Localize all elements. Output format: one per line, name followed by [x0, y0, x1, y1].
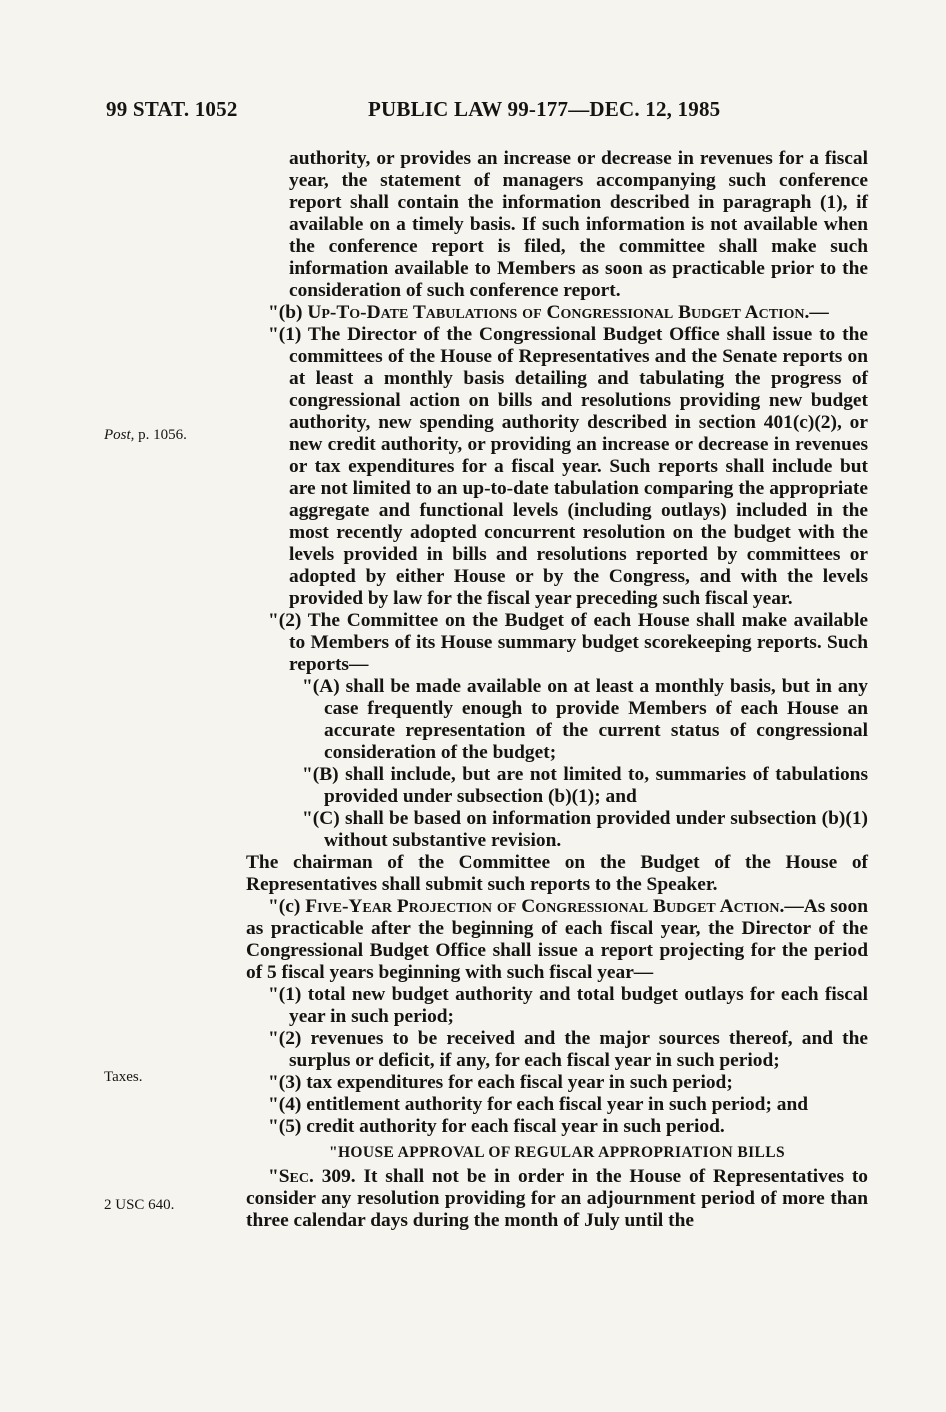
paragraph-b2B: "(B) shall include, but are not limited to, summaries of tabulations provided under subsection (b)(1); and	[302, 764, 868, 807]
subsection-c	[246, 896, 868, 984]
section-heading: "HOUSE APPROVAL OF REGULAR APPROPRIATION BILLS	[328, 1144, 786, 1161]
paragraph-b2A: "(A) shall be made available on at least a monthly basis, but in any case frequently enough to provide Members of each House an accurate representation of the current status of congressional consideration of the budget;	[302, 676, 868, 763]
section-309-prefix: "	[268, 1166, 279, 1187]
subsection-b-prefix: "(b)	[268, 302, 308, 323]
section-309	[246, 1166, 868, 1232]
margin-note-post-rest: p. 1056.	[134, 427, 187, 443]
paragraph-b1: "(1) The Director of the Congressional Budget Office shall issue to the committees of the House of Representatives and the Senate reports on at least a monthly basis detailing and tabulating the progress of congressional action on bills and resolutions providing new budget authority, new spending authority described in section 401(c)(2), or new credit authority, or providing an increase or decrease in revenues or tax expenditures for a fiscal year. Such reports shall include but are not limited to an up-to-date tabulation comparing the appropriate aggregate and functional levels (including outlays) included in the most recently adopted concurrent resolution on the budget with the levels provided in bills and resolutions reported by committees or adopted by either House or by the Congress, and with the levels provided by law for the fiscal year preceding such fiscal year.	[268, 324, 868, 609]
body-text	[246, 148, 868, 1232]
page-number-header: 99 STAT. 1052	[106, 97, 238, 121]
paragraph-c5: "(5) credit authority for each fiscal year in such period.	[268, 1116, 725, 1137]
paragraph-c4: "(4) entitlement authority for each fiscal year in such period; and	[268, 1094, 809, 1115]
subsection-c-text: As soon as practicable after the beginning of each fiscal year, the Director of the Congressional Budget Office shall issue a report projecting for the period of 5 fiscal years beginning with such fiscal year—	[246, 896, 868, 983]
paragraph-chairman: The chairman of the Committee on the Budget of the House of Representatives shall submit such reports to the Speaker.	[246, 852, 868, 895]
margin-note-post-italic: Post,	[104, 427, 135, 443]
subsection-c-prefix: "(c)	[268, 896, 306, 917]
section-309-label: Sec.	[278, 1166, 314, 1187]
margin-note-post	[104, 426, 187, 444]
paragraph-c1: "(1) total new budget authority and total budget outlays for each fiscal year in such period;	[268, 984, 868, 1027]
subsection-b-title: Up-To-Date Tabulations of Congressional Budget Action	[307, 302, 805, 323]
subsection-c-title: Five-Year Projection of Congressional Budget Action	[305, 896, 780, 917]
margin-note-usc: 2 USC 640.	[104, 1197, 175, 1213]
subsection-b-heading	[246, 302, 868, 324]
paragraph-c2: "(2) revenues to be received and the major sources thereof, and the surplus or deficit, if any, for each fiscal year in such period;	[268, 1028, 868, 1071]
section-309-text: 309. It shall not be in order in the House of Representatives to consider any resolution providing for an adjournment period of more than three calendar days during the month of July until the	[246, 1166, 868, 1231]
paragraph-b2C: "(C) shall be based on information provided under subsection (b)(1) without substantive revision.	[302, 808, 868, 851]
subsection-b-suffix: .—	[804, 302, 829, 323]
paragraph-continuation: authority, or provides an increase or decrease in revenues for a fiscal year, the statement of managers accompanying such conference report shall contain the information described in paragraph (1), if available on a timely basis. If such information is not available when the conference report is filed, the committee shall make such information available to Members as soon as practicable prior to the consideration of such conference report.	[289, 148, 868, 301]
paragraph-c3: "(3) tax expenditures for each fiscal year in such period;	[268, 1072, 733, 1093]
subsection-c-suffix: .—	[779, 896, 804, 917]
law-title-header: PUBLIC LAW 99-177—DEC. 12, 1985	[368, 97, 721, 121]
margin-note-taxes: Taxes.	[104, 1069, 143, 1085]
paragraph-b2: "(2) The Committee on the Budget of each House shall make available to Members of its House summary budget scorekeeping reports. Such reports—	[268, 610, 868, 675]
